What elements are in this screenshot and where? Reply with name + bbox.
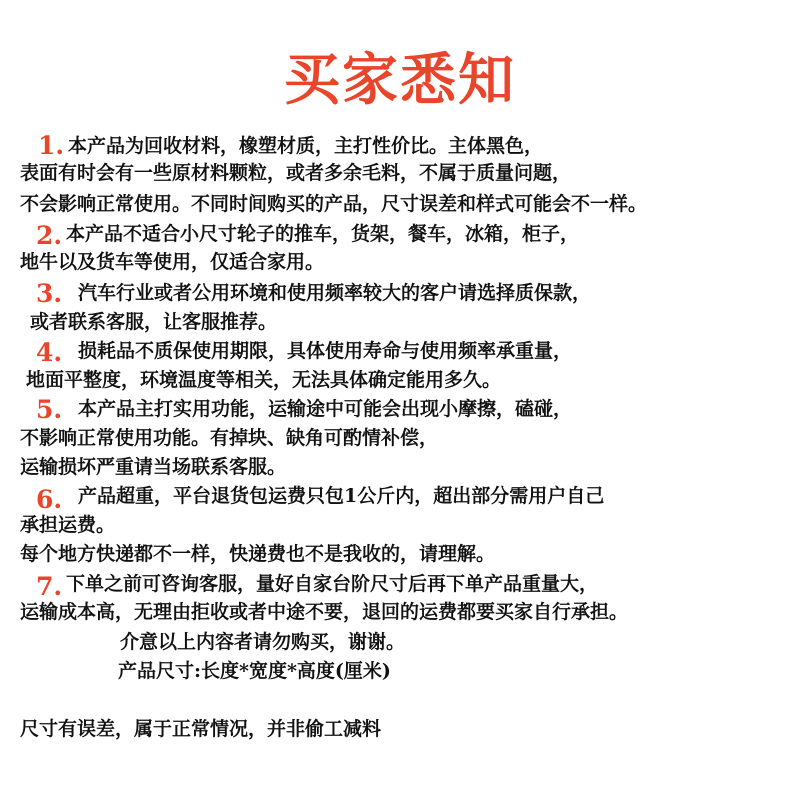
- item-number: 3.: [36, 279, 63, 308]
- item-text-line: 承担运费。: [20, 514, 116, 536]
- item-text-line: 或者联系客服，让客服推荐。: [30, 311, 278, 333]
- item-text-line: 不影响正常使用功能。有掉块、缺角可酌情补偿，: [20, 427, 439, 449]
- item-text-line: 运输损坏严重请当场联系客服。: [20, 456, 287, 478]
- item-text-line: 不会影响正常使用。不同时间购买的产品，尺寸误差和样式可能会不一样。: [20, 193, 648, 215]
- item-text-line: 本产品为回收材料，橡塑材质，主打性价比。主体黑色，: [68, 135, 544, 157]
- item-text-line: 汽车行业或者公用环境和使用频率较大的客户请选择质保款，: [78, 282, 592, 304]
- item-text-line: 每个地方快递都不一样，快递费也不是我收的，请理解。: [20, 543, 496, 565]
- item-number: 2.: [36, 221, 63, 250]
- item-text-line: 运输成本高，无理由拒收或者中途不要，退回的运费都要买家自行承担。: [20, 601, 629, 623]
- footer-note: 尺寸有误差，属于正常情况，并非偷工减料: [20, 718, 382, 740]
- item-text-line: 表面有时会有一些原材料颗粒，或者多余毛料，不属于质量问题，: [20, 162, 572, 184]
- item-number: 1.: [38, 131, 65, 160]
- item-number: 5.: [36, 395, 63, 424]
- item-text-line: 地面平整度，环境温度等相关，无法具体确定能用多久。: [26, 369, 502, 391]
- item-number: 4.: [36, 338, 63, 367]
- item-number: 6.: [36, 485, 63, 514]
- item-text-line: 地牛以及货车等使用，仅适合家用。: [20, 251, 325, 273]
- item-text-line: 损耗品不质保使用期限，具体使用寿命与使用频率承重量，: [78, 340, 573, 362]
- item-text-line: 本产品不适合小尺寸轮子的推车，货架，餐车，冰箱，柜子，: [66, 223, 580, 245]
- size-note: 产品尺寸:长度*宽度*高度(厘米): [118, 660, 391, 682]
- page-title: 买家悉知: [284, 47, 516, 113]
- item-number: 7.: [36, 572, 63, 601]
- closing-note: 介意以上内容者请勿购买，谢谢。: [120, 631, 406, 653]
- item-text-line: 产品超重，平台退货包运费只包1公斤内，超出部分需用户自己: [78, 485, 605, 507]
- item-text-line: 本产品主打实用功能，运输途中可能会出现小摩擦，磕碰，: [78, 398, 573, 420]
- item-text-line: 下单之前可咨询客服，量好自家台阶尺寸后再下单产品重量大，: [66, 573, 599, 595]
